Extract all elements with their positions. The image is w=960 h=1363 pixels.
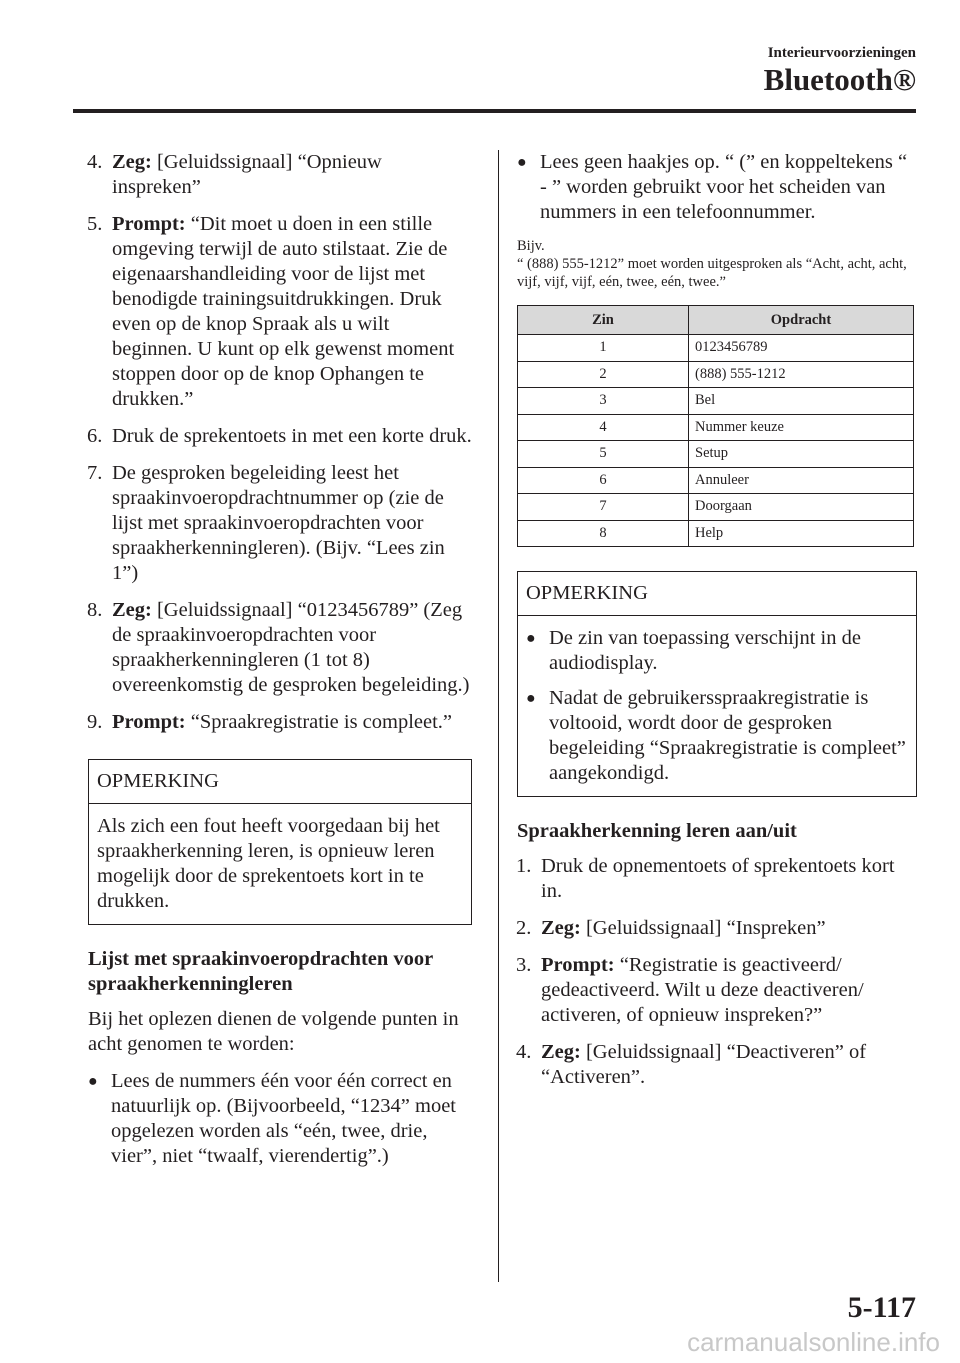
table-row: 8 Help (518, 520, 914, 547)
note-text: Als zich een fout heeft voorgedaan bij het spraakherkenning leren, is opnieuw leren mogelijk door de sprekentoets kort in te drukken. (97, 815, 440, 912)
step-item: 4. Zeg: [Geluidssignaal] “Deactiveren” of “Activeren”. (516, 1041, 867, 1088)
column-header-zin: Zin (518, 306, 689, 335)
left-column (88, 150, 472, 1181)
table-row: 5 Setup (518, 441, 914, 468)
bullet-item: ● De zin van toepassing verschijnt in de audiodisplay. (526, 627, 861, 674)
command-table (517, 305, 914, 547)
note-title: OPMERKING (89, 760, 471, 804)
section-title: Interieurvoorzieningen (767, 45, 916, 61)
step-item: 1. Druk de opnementoets of sprekentoets kort in. (516, 855, 895, 902)
bullet-icon: ● (526, 630, 536, 647)
example-text: Bijv. “ (888) 555-1212” moet worden uitgesproken als “Acht, acht, acht, vijf, vijf, vijf, eén, twee, eén, twee.” (517, 238, 907, 290)
table-row: 1 0123456789 (518, 335, 914, 362)
page-title: Bluetooth® (763, 62, 916, 97)
section-heading: Lijst met spraakinvoeropdrachten voor spraakherkenningleren (88, 948, 433, 995)
step-item: 5. Prompt: “Dit moet u doen in een stille omgeving terwijl de auto stilstaat. Zie de eigenaarshandleiding voor de lijst met benodigde trainingsuitdrukkingen. Druk even op de knop Spraak als u wilt beginnen. U kunt op elk gewenst moment stoppen door op de knop Ophangen te drukken.” (87, 213, 455, 410)
note-title: OPMERKING (518, 572, 916, 616)
step-item: 6. Druk de sprekentoets in met een korte druk. (87, 425, 472, 447)
note-box (517, 571, 917, 797)
column-divider (498, 150, 499, 1282)
page-number: 5-117 (847, 1291, 916, 1324)
step-item: 7. De gesproken begeleiding leest het spraakinvoeropdrachtnummer op (zie de lijst met spraakinvoeropdrachten voor spraakherkenningleren). (Bijv. “Lees zin 1”) (87, 462, 445, 584)
bullet-item: ● Lees de nummers één voor één correct en natuurlijk op. (Bijvoorbeeld, “1234” moet opgelezen worden als “eén, twee, drie, vier”, niet “twaalf, vierendertig”.) (88, 1070, 457, 1167)
bullet-item: ● Nadat de gebruikersspraakregistratie is voltooid, wordt door de gesproken begeleiding “Spraakregistratie is compleet” aangekondigd. (526, 687, 906, 784)
section-heading: Spraakherkenning leren aan/uit (517, 820, 797, 842)
bullet-icon: ● (88, 1073, 98, 1090)
note-box (88, 759, 472, 925)
step-item: 8. Zeg: [Geluidssignaal] “0123456789” (Zeg de spraakinvoeropdrachten voor spraakherkenningleren (1 tot 8) overeenkomstig de gesproken begeleiding.) (87, 599, 470, 696)
table-row: 2 (888) 555-1212 (518, 361, 914, 388)
step-item: 3. Prompt: “Registratie is geactiveerd/ gedeactiveerd. Wilt u deze deactiveren/ activeren, of opnieuw inspreken?” (516, 954, 864, 1026)
table-row: 7 Doorgaan (518, 494, 914, 521)
step-item: 4. Zeg: [Geluidssignaal] “Opnieuw inspreken” (87, 151, 382, 198)
step-item: 9. Prompt: “Spraakregistratie is compleet.” (87, 711, 453, 733)
step-item: 2. Zeg: [Geluidssignaal] “Inspreken” (516, 917, 826, 939)
bullet-item: ● Lees geen haakjes op. “ (” en koppeltekens “ - ” worden gebruikt voor het scheiden van nummers in een telefoonnummer. (517, 151, 908, 223)
intro-paragraph: Bij het oplezen dienen de volgende punten in acht genomen te worden: (88, 1008, 459, 1055)
bullet-icon: ● (517, 154, 527, 171)
table-header-row (518, 306, 914, 335)
table-row: 3 Bel (518, 388, 914, 415)
table-row: 6 Annuleer (518, 467, 914, 494)
right-column (517, 150, 917, 1102)
column-header-opdracht: Opdracht (689, 306, 914, 335)
header-divider (73, 109, 916, 113)
table-row: 4 Nummer keuze (518, 414, 914, 441)
note-body (518, 616, 916, 796)
bullet-icon: ● (526, 690, 536, 707)
watermark: carmanualsonline.info (687, 1327, 940, 1357)
